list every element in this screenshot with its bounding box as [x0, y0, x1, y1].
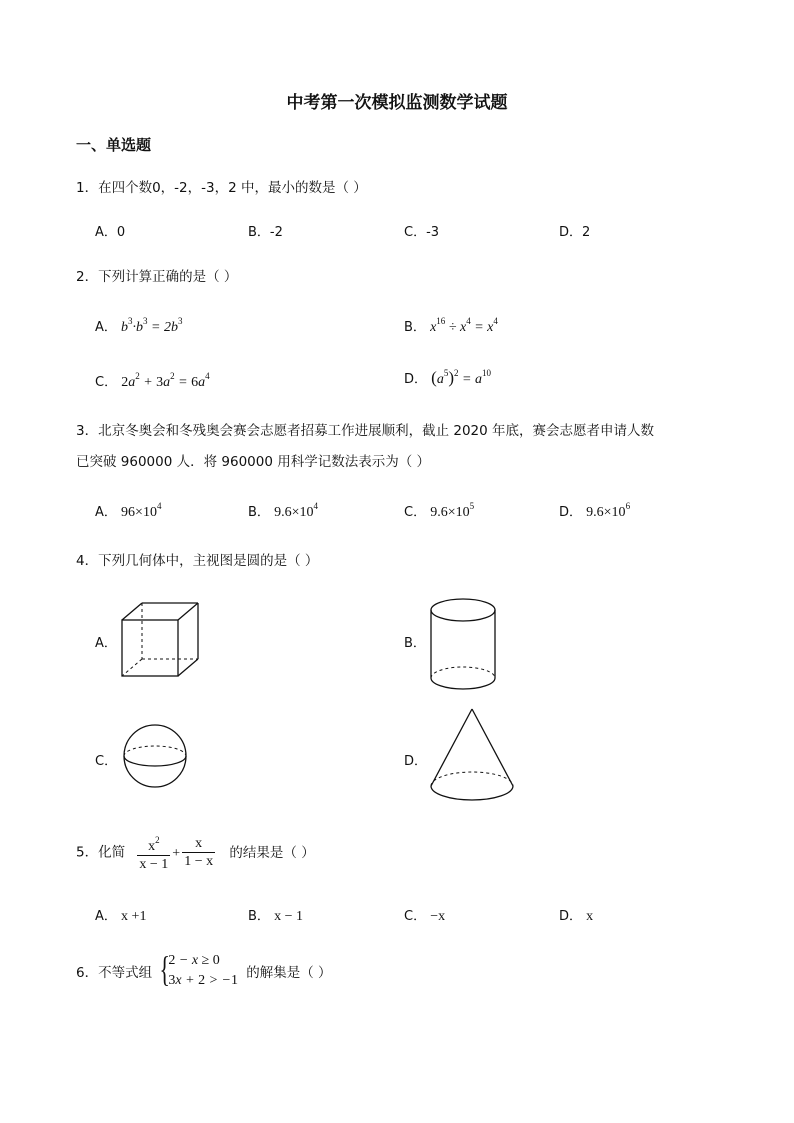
option-label: A． — [95, 505, 117, 520]
q3-option-d[interactable] — [559, 501, 630, 521]
stem-prefix: 5．化简 — [76, 844, 126, 861]
question-6-stem — [76, 951, 332, 991]
option-label: B． — [404, 320, 426, 335]
math-expression: $9.6\times 10^5$ — [430, 501, 475, 520]
cylinder-figure — [426, 596, 500, 696]
math-expression: x +1 — [121, 909, 147, 924]
fraction-x2-over-x-minus-1: $\frac{x^2}{x - 1}$ — [137, 832, 170, 873]
inequality-system: { 2 − x ≥ 0 3x + 2 > −1 — [159, 949, 238, 989]
option-label: B． — [248, 505, 270, 520]
sphere-figure — [120, 720, 190, 792]
q1-option-c[interactable]: C．-3 — [404, 225, 440, 240]
option-label: A． — [95, 320, 117, 335]
q4-option-b-label[interactable]: B． — [404, 636, 426, 651]
q2-option-a[interactable] — [95, 316, 183, 336]
math-expression: $b^3\cdot b^3 = 2b^3$ — [121, 316, 183, 335]
option-label: B． — [248, 909, 270, 924]
q5-option-d[interactable] — [559, 905, 593, 925]
math-expression: x − 1 — [274, 909, 303, 924]
question-2-stem: 2．下列计算正确的是（ ） — [76, 269, 238, 285]
q1-option-a[interactable]: A．0 — [95, 225, 126, 240]
option-label: D． — [404, 372, 428, 387]
q5-option-a[interactable] — [95, 905, 146, 925]
q2-option-b[interactable] — [404, 316, 498, 336]
question-3-stem-line1: 3．北京冬奥会和冬残奥会赛会志愿者招募工作进展顺利，截止 2020 年底，赛会志愿者申请人数 — [76, 423, 655, 439]
option-label: C． — [95, 375, 118, 390]
q1-option-d[interactable]: D．2 — [559, 225, 591, 240]
question-1-stem: 1．在四个数0，-2，-3，2 中，最小的数是（ ） — [76, 180, 367, 196]
fraction-x-over-1-minus-x: $\frac{x}{1 - x}$ — [184, 836, 214, 869]
cube-figure — [118, 600, 202, 680]
option-label: D． — [559, 505, 583, 520]
section-heading: 一、单选题 — [76, 136, 152, 154]
math-expression: $x^{16} \div x^4 = x^4$ — [430, 316, 498, 335]
q4-option-c-label[interactable]: C． — [95, 754, 118, 769]
q2-option-d[interactable] — [404, 368, 491, 388]
option-label: D． — [559, 909, 583, 924]
q5-option-b[interactable] — [248, 905, 303, 925]
page-title: 中考第一次模拟监测数学试题 — [286, 93, 508, 113]
option-label: C． — [404, 909, 427, 924]
q2-option-c[interactable] — [95, 371, 210, 391]
q4-option-d-label[interactable]: D． — [404, 754, 428, 769]
math-expression: $96\times 10^4$ — [121, 501, 162, 520]
math-expression: x — [586, 909, 594, 924]
stem-suffix: 的结果是（ ） — [229, 844, 315, 861]
option-label: C． — [404, 505, 427, 520]
math-expression: $(a^5)^2 = a^{10}$ — [431, 368, 491, 387]
math-expression: $9.6\times 10^6$ — [586, 501, 631, 520]
q3-option-c[interactable] — [404, 501, 474, 521]
q3-option-a[interactable] — [95, 501, 161, 521]
question-4-stem: 4．下列几何体中，主视图是圆的是（ ） — [76, 553, 319, 569]
stem-prefix: 6．不等式组 — [76, 965, 153, 981]
math-expression: $2a^2 + 3a^2 = 6a^4$ — [121, 371, 210, 390]
question-5-stem: 5．化简 $\frac{x^2}{x - 1}$ + $\frac{x}{1 - x}$ 的结果是（ ） — [76, 832, 315, 873]
q4-option-a-label[interactable]: A． — [95, 636, 117, 651]
stem-suffix: 的解集是（ ） — [246, 965, 332, 981]
q3-option-b[interactable] — [248, 501, 318, 521]
cone-figure — [426, 706, 518, 806]
question-3-stem-line2: 已突破 960000 人．将 960000 用科学记数法表示为（ ） — [76, 454, 431, 470]
math-expression: $9.6\times 10^4$ — [274, 501, 318, 520]
q5-option-c[interactable] — [404, 905, 445, 925]
option-label: A． — [95, 909, 117, 924]
q1-option-b[interactable]: B．-2 — [248, 225, 283, 240]
math-expression: −x — [430, 909, 446, 924]
